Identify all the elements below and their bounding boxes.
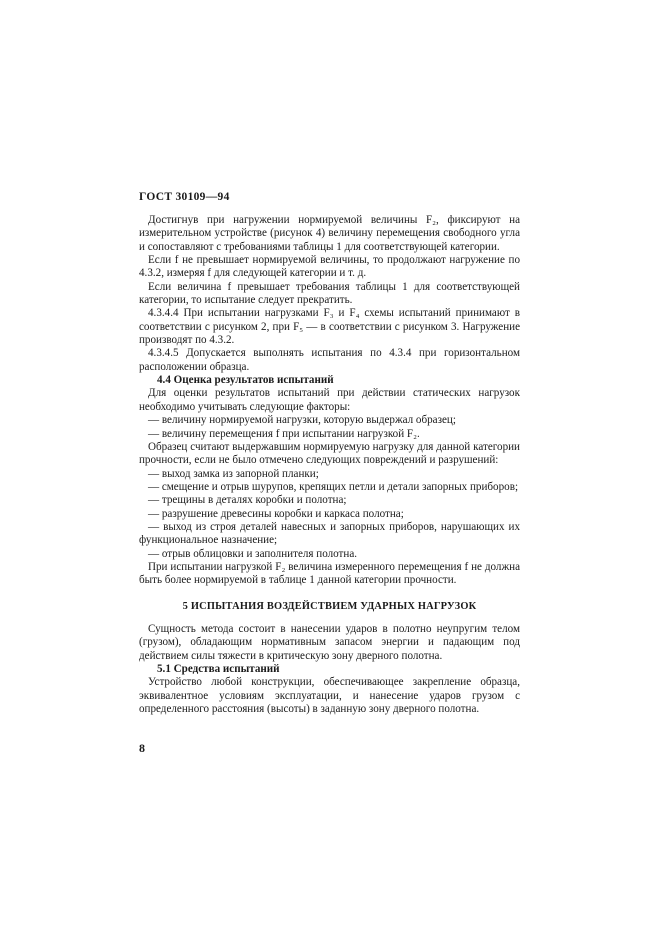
paragraph: Сущность метода состоит в нанесении ударов в полотно неупругим телом (грузом), обладающим нормативным запасом энергии и падающим под действием силы тяжести в критическую зону дверного полотна.	[139, 622, 520, 662]
paragraph: При испытании нагрузкой F₂ величина измеренного перемещения f не должна быть более нормируемой в таблице 1 данной категории прочности.	[139, 560, 520, 587]
page-body	[139, 214, 520, 716]
section-4-4-heading: 4.4 Оценка результатов испытаний	[157, 374, 334, 387]
section-5-title: 5 ИСПЫТАНИЯ ВОЗДЕЙСТВИЕМ УДАРНЫХ НАГРУЗОК	[182, 600, 477, 612]
list-item: — величину нормируемой нагрузки, которую выдержал образец;	[148, 414, 456, 427]
list-item: — трещины в деталях коробки и полотна;	[148, 494, 347, 507]
paragraph: Для оценки результатов испытаний при действии статических нагрузок необходимо учитывать следующие факторы:	[139, 387, 520, 413]
paragraph: Если величина f превышает требования таблицы 1 для соответствующей категории, то испытание следует прекратить.	[139, 280, 520, 307]
list-item: — разрушение древесины коробки и каркаса полотна;	[148, 507, 404, 520]
standard-header: ГОСТ 30109—94	[139, 191, 230, 203]
list-item: — выход из строя деталей навесных и запорных приборов, нарушающих их функциональное назначение;	[139, 520, 520, 547]
page-number: 8	[139, 741, 145, 755]
section-5-1-heading: 5.1 Средства испытаний	[157, 663, 280, 675]
paragraph: Достигнув при нагружении нормируемой величины F₂, фиксируют на измерительном устройстве (рисунок 4) величину перемещения свободного угла и сопоставляют с требованиями таблицы 1 для соответствующей категории.	[139, 214, 520, 253]
list-item: — смещение и отрыв шурупов, крепящих петли и детали запорных приборов;	[148, 480, 519, 493]
paragraph: Устройство любой конструкции, обеспечивающее закрепление образца, эквивалентное условиям эксплуатации, и нанесение ударов грузом с определенного расстояния (высоты) в заданную зону дверного полотна.	[139, 676, 520, 716]
clause-4-3-4-5: 4.3.4.5 Допускается выполнять испытания по 4.3.4 при горизонтальном расположении образца.	[139, 347, 520, 373]
paragraph: Образец считают выдержавшим нормируемую нагрузку для данной категории прочности, если не было отмечено следующих повреждений и разрушений:	[139, 440, 520, 467]
paragraph: Если f не превышает нормируемой величины, то продолжают нагружение по 4.3.2, измеряя f для следующей категории и т. д.	[139, 254, 520, 280]
list-item: — отрыв облицовки и заполнителя полотна.	[148, 547, 358, 560]
clause-4-3-4-4: 4.3.4.4 При испытании нагрузками F₃ и F₄ схемы испытаний принимают в соответствии с рисунком 2, при F₅ — в соответствии с рисунком 3. Нагружение производят по 4.3.2.	[139, 307, 520, 347]
list-item: — величину перемещения f при испытании нагрузкой F₂.	[148, 427, 420, 440]
list-item: — выход замка из запорной планки;	[148, 467, 319, 480]
